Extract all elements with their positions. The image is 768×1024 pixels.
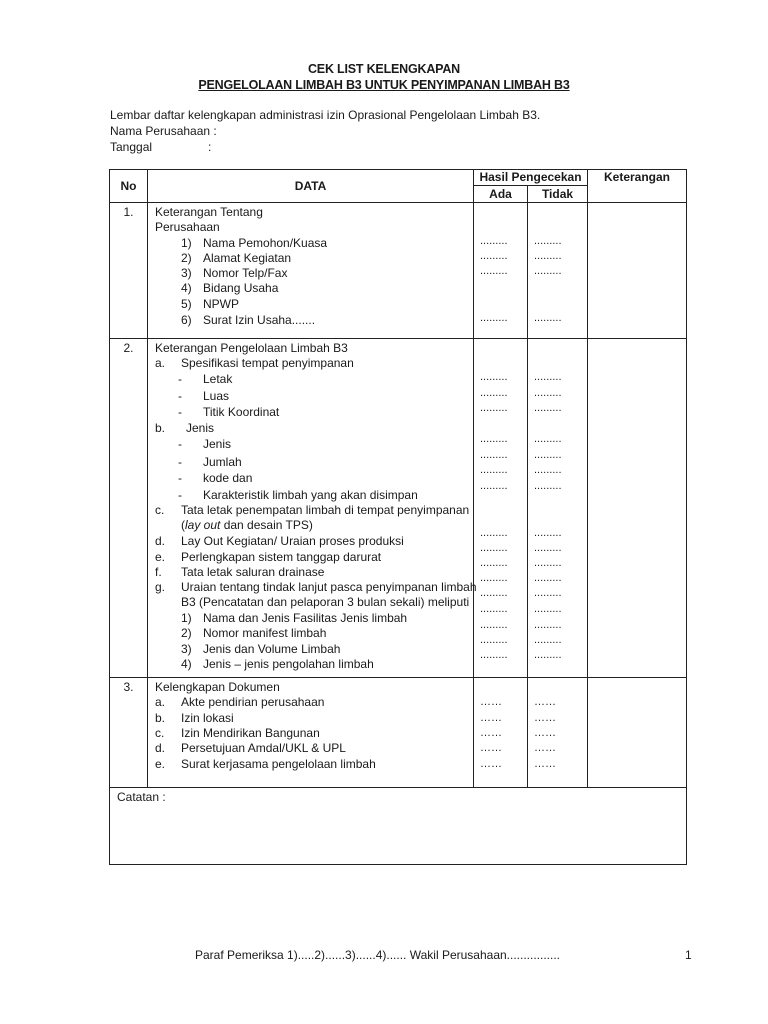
row-2-g-item-text: Jenis – jenis pengolahan limbah [203,657,374,671]
ada-dots: ......... [480,603,508,615]
table-row-2 [110,339,687,678]
header-tidak: Tidak [528,185,588,202]
row-1-item-num: 6) [181,313,192,327]
tidak-dots: ......... [534,557,562,569]
row-2-c-text: Tata letak penempatan limbah di tempat penyimpanan [181,503,470,517]
ada-dots: ......... [480,572,508,584]
row-3-item-text: Izin lokasi [181,711,234,725]
ada-dots: ......... [480,265,508,277]
row-2-b-item: Jumlah [203,455,242,469]
row-1-item-num: 1) [181,236,192,250]
tidak-dots: ......... [534,587,562,599]
row-2-a-label: a. [155,356,166,370]
title-line-2: PENGELOLAAN LIMBAH B3 UNTUK PENYIMPANAN LIMBAH B3 [198,78,570,92]
ada-dots: ......... [480,235,508,247]
catatan-label: Catatan : [117,790,166,804]
ada-dots: ......... [480,312,508,324]
title-line-1: CEK LIST KELENGKAPAN [307,62,461,76]
header-ada: Ada [474,185,528,202]
header-hasil-pengecekan: Hasil Pengecekan [474,170,588,186]
tidak-dots: ......... [534,542,562,554]
row-1-item-text: NPWP [203,297,239,311]
ada-dots: …… [480,712,502,724]
ada-dots: …… [480,758,502,770]
tidak-dots: ......... [534,265,562,277]
tidak-dots: ......... [534,572,562,584]
row-3-item-text: Surat kerjasama pengelolaan limbah [181,757,376,771]
tidak-dots: ......... [534,480,562,492]
row-3-item-text: Izin Mendirikan Bangunan [181,726,320,740]
row-2-a-item: Letak [203,372,233,386]
dash: - [178,488,182,502]
row-2-e-text: Perlengkapan sistem tanggap darurat [181,550,382,564]
ada-dots: ......... [480,387,508,399]
table-row-1 [110,203,687,339]
intro-text: Lembar daftar kelengkapan administrasi izin Oprasional Pengelolaan Limbah B3. [110,108,541,122]
row-2-e-label: e. [155,550,166,564]
dash: - [178,455,182,469]
row-2-b-label: b. [155,421,166,435]
row-2-f-text: Tata letak saluran drainase [181,565,325,579]
dash: - [178,389,182,403]
row-1-item-text: Nomor Telp/Fax [203,266,288,280]
row-2-heading: Keterangan Pengelolaan Limbah B3 [155,341,348,355]
row-2-g-item-num: 4) [181,657,192,671]
ada-dots: ......... [480,402,508,414]
tidak-dots: ......... [534,402,562,414]
row-3-heading: Kelengkapan Dokumen [155,680,280,694]
tidak-dots: ......... [534,464,562,476]
row-3-item-text: Akte pendirian perusahaan [181,695,325,709]
header-no: No [110,170,148,203]
row-3-item-num: a. [155,695,166,709]
row-2-g-item-num: 3) [181,642,192,656]
row-1-keterangan [588,203,687,339]
row-2-g-text: Uraian tentang tindak lanjut pasca penyimpanan limbah [181,580,477,594]
ada-dots: …… [480,742,502,754]
row-1-item-num: 3) [181,266,192,280]
row-1-item-num: 4) [181,281,192,295]
row-3-item-num: d. [155,741,166,755]
row-2-g-item-text: Jenis dan Volume Limbah [203,642,341,656]
ada-dots: ......... [480,557,508,569]
page-number: 1 [685,948,692,962]
tidak-dots: ......... [534,371,562,383]
row-2-a-item: Titik Koordinat [203,405,280,419]
header-keterangan: Keterangan [588,170,687,203]
row-2-g-label: g. [155,580,166,594]
row-1-item-text: Bidang Usaha [203,281,279,295]
tidak-dots: ......... [534,235,562,247]
tidak-dots: …… [534,727,556,739]
row-3-item-text: Persetujuan Amdal/UKL & UPL [181,741,346,755]
tidak-dots: …… [534,696,556,708]
company-name-label: Nama Perusahaan : [110,124,217,138]
tidak-dots: ......... [534,312,562,324]
row-2-b-item: Jenis [203,437,232,451]
dash: - [178,437,182,451]
ada-dots: ......... [480,634,508,646]
row-2-a-item: Luas [203,389,230,403]
row-2-b-item: Karakteristik limbah yang akan disimpan [203,488,418,502]
tidak-dots: ......... [534,250,562,262]
tidak-dots: …… [534,742,556,754]
row-2-a-text: Spesifikasi tempat penyimpanan [181,356,354,370]
row-2-g-text-2: B3 (Pencatatan dan pelaporan 3 bulan sekali) meliputi [181,595,470,609]
row-1-heading: Keterangan Tentang [155,205,263,219]
date-label: Tanggal [110,140,153,154]
row-2-g-item-num: 2) [181,626,192,640]
table-row-3 [110,678,687,788]
ada-dots: ......... [480,649,508,661]
ada-dots: ......... [480,527,508,539]
date-colon: : [208,140,212,154]
row-2-b-text: Jenis [186,421,215,435]
tidak-dots: ......... [534,603,562,615]
row-3-item-num: c. [155,726,165,740]
row-2-number: 2. [123,341,134,355]
catatan-row [110,788,687,865]
row-2-f-label: f. [155,565,162,579]
row-2-d-label: d. [155,534,166,548]
tidak-dots: ......... [534,649,562,661]
ada-dots: ......... [480,433,508,445]
row-2-b-item: kode dan [203,471,253,485]
ada-dots: …… [480,696,502,708]
tidak-dots: …… [534,758,556,770]
row-2-d-text: Lay Out Kegiatan/ Uraian proses produksi [181,534,404,548]
ada-dots: ......... [480,464,508,476]
ada-dots: ......... [480,449,508,461]
row-2-keterangan [588,339,687,678]
row-3-item-num: b. [155,711,166,725]
ada-dots: …… [480,727,502,739]
row-2-c-text-2: (lay out dan desain TPS) [181,518,313,532]
tidak-dots: …… [534,712,556,724]
ada-dots: ......... [480,619,508,631]
ada-dots: ......... [480,371,508,383]
ada-dots: ......... [480,250,508,262]
footer-signature-line: Paraf Pemeriksa 1).....2)......3)......4)...... Wakil Perusahaan................ [195,948,561,962]
ada-dots: ......... [480,480,508,492]
dash: - [178,405,182,419]
row-2-g-item-text: Nama dan Jenis Fasilitas Jenis limbah [203,611,408,625]
tidak-dots: ......... [534,619,562,631]
row-2-g-item-num: 1) [181,611,192,625]
row-3-item-num: e. [155,757,166,771]
tidak-dots: ......... [534,387,562,399]
checklist-table [109,169,687,865]
row-2-g-item-text: Nomor manifest limbah [203,626,327,640]
header-data: DATA [148,170,474,203]
row-3-number: 3. [123,680,134,694]
row-1-item-num: 2) [181,251,192,265]
tidak-dots: ......... [534,634,562,646]
dash: - [178,372,182,386]
tidak-dots: ......... [534,527,562,539]
row-2-c-label: c. [155,503,165,517]
row-1-item-text: Surat Izin Usaha....... [203,313,316,327]
dash: - [178,471,182,485]
ada-dots: ......... [480,587,508,599]
row-1-item-text: Alamat Kegiatan [203,251,292,265]
row-1-item-text: Nama Pemohon/Kuasa [203,236,328,250]
row-1-heading-2: Perusahaan [155,220,220,234]
row-1-number: 1. [123,205,134,219]
ada-dots: ......... [480,542,508,554]
tidak-dots: ......... [534,433,562,445]
tidak-dots: ......... [534,449,562,461]
row-1-item-num: 5) [181,297,192,311]
row-3-keterangan [588,678,687,788]
